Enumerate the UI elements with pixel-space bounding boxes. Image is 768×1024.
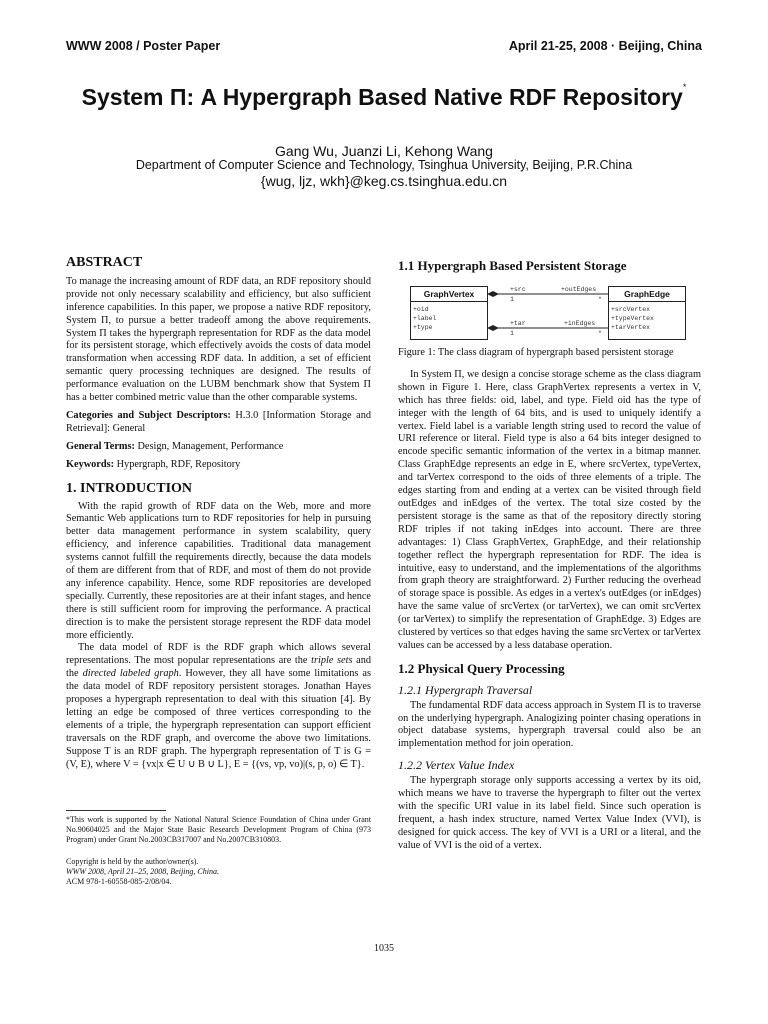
intro-p2-part-a: The data model of RDF is the RDF graph which allows several representations. The most popular representations are the <box>66 642 371 667</box>
footnote <box>66 815 371 887</box>
mult-src: 1 <box>510 296 514 303</box>
intro-p2-part-e: . However, they all have some limitations as the data model of RDF repository persistent storages. Jonathan Hayes proposes a hypergraph representation to deal with this situation [4]. By letting an edge be composed of three vertices corresponding to the elements of a triple, the hypergraph representation can support efficient traversals on the RDF graph, and overcome the above two limitations. Suppose T is an RDF graph. The hypergraph representation of T is G = (V, E), where V = {vx|x ∈ U ∪ B ∪ L}, E = {(vs, vp, vo)|(s, p, o) ∈ T}. <box>66 668 372 770</box>
field-srcvertex: +srcVertex <box>611 306 651 313</box>
mult-tar: 1 <box>510 330 514 337</box>
section-1-2-2-body: The hypergraph storage only supports accessing a vertex by its oid, which means we have to traverse the hypergraph to filter out the vertex with the specific URI value in its label field. Since such operation is frequent, a hash index structure, named Vertex Value Index (VVI), is designed for quick access. The key of VVI is a URI or a literal, and the value of VVI is the oid of a vertex. <box>398 775 701 851</box>
author-names: Gang Wu, Juanzi Li, Kehong Wang <box>275 143 493 159</box>
footnote-rule <box>66 810 166 811</box>
keywords-value: Hypergraph, RDF, Repository <box>116 458 241 470</box>
author-affiliation: Department of Computer Science and Technology, Tsinghua University, Beijing, P.R.China <box>135 158 633 172</box>
page-number: 1035 <box>374 943 394 954</box>
intro-p2-italic-dlg: directed labeled graph <box>82 668 179 680</box>
intro-heading: 1. INTRODUCTION <box>66 480 193 496</box>
abstract-heading: ABSTRACT <box>66 255 143 270</box>
class-diagram <box>398 283 701 341</box>
title-footnote-mark: * <box>682 82 687 92</box>
section-1-1-heading: 1.1 Hypergraph Based Persistent Storage <box>398 258 627 273</box>
footnote-text: *This work is supported by the National Natural Science Foundation of China under Grant No.90604025 and the Major State Basic Research Development Program of China (973 Program) under Grant No.2003CB317007 and No.2007CB310803. <box>66 815 371 844</box>
role-src: +src <box>510 286 526 293</box>
intro-p2-italic-triple-sets: triple sets <box>311 655 353 667</box>
field-type: +type <box>413 324 433 331</box>
intro-paragraph-2 <box>66 642 371 771</box>
section-1-2-heading: 1.2 Physical Query Processing <box>398 660 565 676</box>
figure-1-caption: Figure 1: The class diagram of hypergraph based persistent storage <box>398 347 674 358</box>
categories-value: H.3.0 [Information Storage and Retrieval]: General <box>66 409 372 434</box>
mult-inedges: * <box>598 330 602 337</box>
general-terms-line <box>66 441 371 454</box>
keywords-line <box>66 459 371 472</box>
copyright-acm: ACM 978-1-60558-085-2/08/04. <box>66 877 172 886</box>
abstract-body: To manage the increasing amount of RDF data, an RDF repository should provide not only necessary scalability and efficiency, but also sufficient inference capabilities. In this paper, we propose a native RDF repository, System Π, to pursue a better tradeoff among the above requirements. System Π takes the hypergraph representation for RDF as the data model for its persistent storage, which effectively avoids the costs of data model transformation when accessing RDF data. In addition, a set of efficient semantic query processing techniques are designed. The results of performance evaluation on the LUBM benchmark show that System Π has a better combined metric value than the other comparable systems. <box>66 275 371 404</box>
field-tarvertex: +tarVertex <box>611 324 651 331</box>
graphvertex-name: GraphVertex <box>411 287 487 302</box>
role-outedges: +outEdges <box>561 286 597 293</box>
copyright-line: Copyright is held by the author/owner(s). <box>66 857 199 866</box>
role-inedges: +inEdges <box>564 320 596 327</box>
running-header-left: WWW 2008 / Poster Paper <box>66 39 221 53</box>
association-lines <box>398 283 701 341</box>
section-1-2-2-heading: 1.2.2 Vertex Value Index <box>398 758 515 773</box>
field-label: +label <box>413 315 437 322</box>
section-1-1-body: In System Π, we design a concise storage scheme as the class diagram shown in Figure 1. Here, class GraphVertex represents a vertex in V, which has three fields: oid, label, and type. Field oid has the type of integer with the length of 64 bits, and is used to uniquely identify a vertex. Field label is a variable length string used to record the value of URI reference or literal. Field type is also a 64 bits integer designed to encode specific semantic information of the vertex in a bitmap manner. Class GraphEdge represents an edge in E, where srcVertex, typeVertex, and tarVertex correspond to the oids of three elements of a triple. The edges starting from and ending at a vertex can be visited through field outEdges and inEdges of the vertex. The total size costed by the persistent storage is the same as that of the repository directly storing RDF triples if not taking inEdges into account. There are three advantages: 1) Class GraphVertex, GraphEdge, and their relationship together reflect the hypergraph representation for RDF. The idea is intuitive, easy to understand, and the implementations of the algorithms from graph theory are straightforward. 2) Further reducing the overhead of storage space is possible. As edges in a vertex's outEdges (or inEdges) have the same value of srcVertex (or tarVertex), we can omit srcVertex (or tarVertex) to simplify the representation of GraphEdge. 3) Edges are clustered by vertices so that edges having the same srcVertex or tarVertex values can be accessed by a less database operation. <box>398 368 701 651</box>
title-text: System Π: A Hypergraph Based Native RDF Repository <box>81 84 683 110</box>
section-1-2-1-body: The fundamental RDF data access approach in System Π is to traverse on the underlying hypergraph. Analogizing pointer chasing operations in object database systems, hypergraph traversal could also be an implementation method for join operation. <box>398 699 701 750</box>
graphedge-name: GraphEdge <box>609 287 685 302</box>
copyright-venue: WWW 2008, April 21–25, 2008, Beijing, China. <box>66 867 219 876</box>
keywords-label: Keywords: <box>66 458 115 470</box>
left-column <box>66 257 371 772</box>
categories-label: Categories and Subject Descriptors: <box>66 409 231 421</box>
field-typevertex: +typeVertex <box>611 315 654 322</box>
categories-line <box>66 410 371 436</box>
mult-outedges: * <box>598 296 602 303</box>
role-tar: +tar <box>510 320 526 327</box>
right-column <box>398 347 701 853</box>
paper-title <box>0 84 768 111</box>
general-terms-value: Design, Management, Performance <box>137 440 284 452</box>
running-header-right: April 21-25, 2008 · Beijing, China <box>508 39 702 53</box>
author-emails: {wug, ljz, wkh}@keg.cs.tsinghua.edu.cn <box>260 173 508 189</box>
intro-p2-part-c: and the <box>66 655 371 680</box>
field-oid: +oid <box>413 306 429 313</box>
general-terms-label: General Terms: <box>66 440 135 452</box>
intro-paragraph-1: With the rapid growth of RDF data on the Web, more and more Semantic Web applications turn to RDF repositories for help in pursuing better data management performance in system scalability, query efficiency, and inference capabilities. Traditional data management systems cannot fulfill the requirements directly, because the data models of them are different from that of RDF, and most of them do not provide any inference capability. Hence, some RDF repositories are developed specially. Currently, these repositories are at their infant stages, and hence there is still sufficient room for improving the performance. A practical direction is to make the persistent storage represent the RDF data model more efficiently. <box>66 500 371 641</box>
section-1-2-1-heading: 1.2.1 Hypergraph Traversal <box>398 682 533 697</box>
